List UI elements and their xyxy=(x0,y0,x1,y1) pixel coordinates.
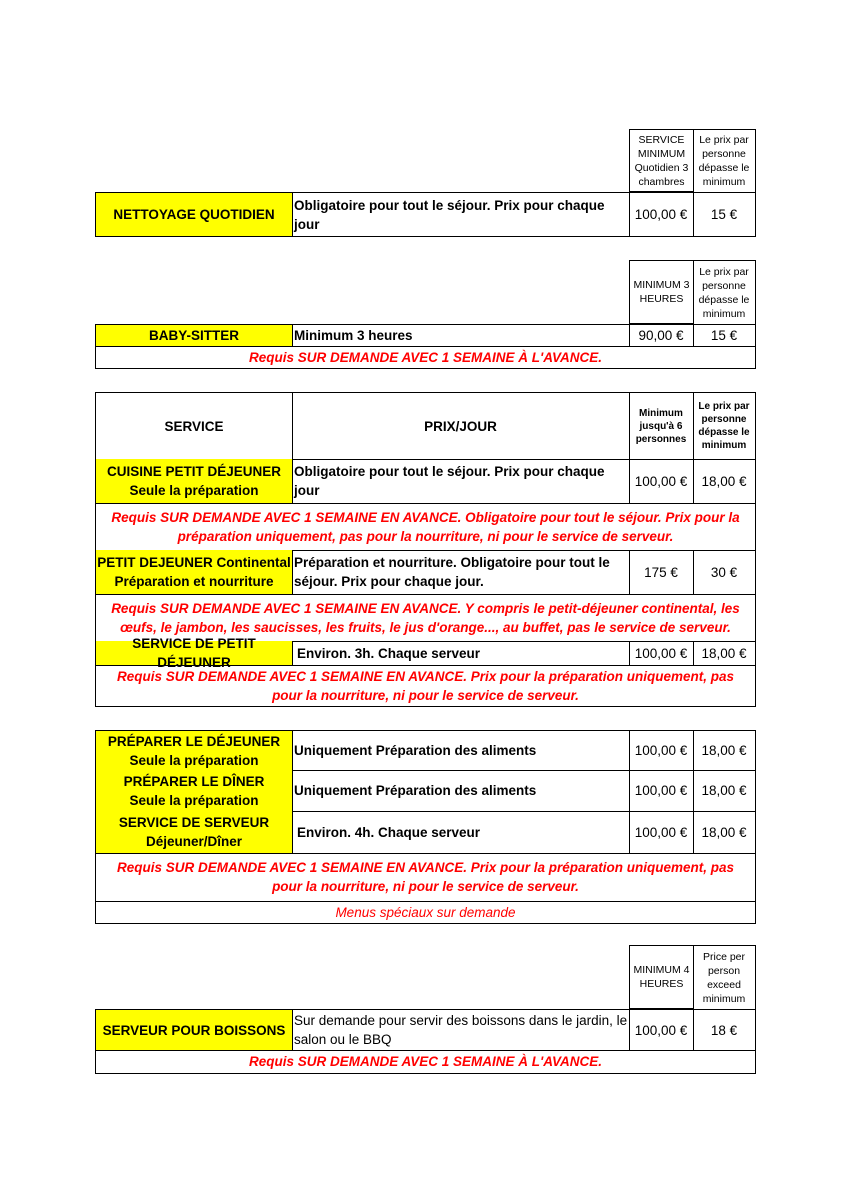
header-extra-text: Le prix par personne dépasse le minimum xyxy=(698,401,750,451)
header-extra-six xyxy=(693,392,756,460)
note-babysitter: Requis SUR DEMANDE AVEC 1 SEMAINE À L'AVANCE. xyxy=(95,346,756,369)
service-name-line1: CUISINE PETIT DÉJEUNER xyxy=(106,464,282,479)
service-name-line2: Déjeuner/Dîner xyxy=(145,834,243,849)
extra-price-breakfast-cooking: 18,00 € xyxy=(693,459,756,504)
service-desc-dinner: Uniquement Préparation des aliments xyxy=(292,770,630,812)
header-extra-text: Price per person exceed minimum xyxy=(702,950,746,1005)
note-continental: Requis SUR DEMANDE AVEC 1 SEMAINE EN AVANCE. Y compris le petit-déjeuner continental, les œufs, le jambon, les saucisses, les fruits, le jus d'orange..., au buffet, pas le service de serveur. xyxy=(95,594,756,642)
extra-price-lunch: 18,00 € xyxy=(693,730,756,771)
service-name-line2: Seule la préparation xyxy=(129,792,259,808)
header-extra-text: Le prix par personne dépasse le minimum xyxy=(698,265,750,320)
service-name-line2: Seule la préparation xyxy=(129,752,259,768)
price-drinks: 100,00 € xyxy=(629,1009,694,1051)
special-menus-note: Menus spéciaux sur demande xyxy=(95,901,756,924)
header-minimum-babysitter xyxy=(629,260,694,324)
header-minimum-cleaning xyxy=(629,129,694,192)
header-extra-text: Le prix par personne dépasse le minimum xyxy=(698,134,750,188)
extra-price-dinner: 18,00 € xyxy=(693,770,756,812)
service-desc-waiter: Environ. 4h. Chaque serveur xyxy=(292,811,630,854)
header-extra-babysitter xyxy=(693,260,756,324)
header-minimum-drinks xyxy=(629,945,694,1009)
header-service: SERVICE xyxy=(95,392,293,460)
service-desc-babysitter: Minimum 3 heures xyxy=(292,324,630,347)
service-name-lunch xyxy=(95,730,293,771)
service-desc-drinks: Sur demande pour servir des boissons dans le jardin, le salon ou le BBQ xyxy=(292,1009,630,1051)
service-name-cleaning: NETTOYAGE QUOTIDIEN xyxy=(95,192,293,237)
service-name-breakfast-service: SERVICE DE PETIT DÉJEUNER xyxy=(95,641,293,666)
extra-price-drinks: 18 € xyxy=(693,1009,756,1051)
extra-price-babysitter: 15 € xyxy=(693,324,756,347)
price-babysitter: 90,00 € xyxy=(629,324,694,347)
price-lunch: 100,00 € xyxy=(629,730,694,771)
service-name-dinner xyxy=(95,770,293,812)
note-drinks: Requis SUR DEMANDE AVEC 1 SEMAINE À L'AVANCE. xyxy=(95,1050,756,1074)
price-dinner: 100,00 € xyxy=(629,770,694,812)
price-cleaning: 100,00 € xyxy=(629,192,694,237)
service-desc-lunch: Uniquement Préparation des aliments xyxy=(292,730,630,771)
price-breakfast-service: 100,00 € xyxy=(629,641,694,666)
header-extra-cleaning xyxy=(693,129,756,192)
service-name-line2: Préparation et nourriture xyxy=(114,574,274,589)
price-continental: 175 € xyxy=(629,550,694,595)
header-minimum-text: Minimum jusqu'à 6 personnes xyxy=(635,407,687,445)
service-desc-continental: Préparation et nourriture. Obligatoire pour tout le séjour. Prix pour chaque jour. xyxy=(292,550,630,595)
header-price-day: PRIX/JOUR xyxy=(292,392,630,460)
header-minimum-text: MINIMUM 4 HEURES xyxy=(633,964,690,990)
price-breakfast-cooking: 100,00 € xyxy=(629,459,694,504)
service-name-line1: SERVICE DE SERVEUR xyxy=(118,815,270,830)
header-minimum-text: MINIMUM 3 HEURES xyxy=(633,279,690,305)
service-desc-breakfast-service: Environ. 3h. Chaque serveur xyxy=(292,641,630,666)
extra-price-continental: 30 € xyxy=(693,550,756,595)
extra-price-breakfast-service: 18,00 € xyxy=(693,641,756,666)
service-name-line1: PETIT DEJEUNER Continental xyxy=(97,555,291,570)
extra-price-cleaning: 15 € xyxy=(693,192,756,237)
header-minimum-text: SERVICE MINIMUM Quotidien 3 chambres xyxy=(634,133,689,188)
service-name-line2: Seule la préparation xyxy=(129,483,259,498)
note-meals: Requis SUR DEMANDE AVEC 1 SEMAINE EN AVANCE. Prix pour la préparation uniquement, pas pour la nourriture, ni pour le service de serveur. xyxy=(95,853,756,902)
extra-price-waiter: 18,00 € xyxy=(693,811,756,854)
note-breakfast-service: Requis SUR DEMANDE AVEC 1 SEMAINE EN AVANCE. Prix pour la préparation uniquement, pas pour la nourriture, ni pour le service de serveur. xyxy=(95,665,756,707)
header-extra-drinks xyxy=(693,945,756,1009)
service-desc-breakfast-cooking: Obligatoire pour tout le séjour. Prix pour chaque jour xyxy=(292,459,630,504)
service-name-continental xyxy=(95,550,293,595)
service-name-breakfast-cooking xyxy=(95,459,293,504)
service-name-babysitter: BABY-SITTER xyxy=(95,324,293,347)
note-breakfast-cooking: Requis SUR DEMANDE AVEC 1 SEMAINE EN AVANCE. Obligatoire pour tout le séjour. Prix pour la préparation uniquement, pas pour la nourriture, ni pour le service de serveur. xyxy=(95,503,756,551)
service-name-waiter xyxy=(95,811,293,854)
service-name-line1: PRÉPARER LE DÎNER xyxy=(123,773,265,789)
header-minimum-six xyxy=(629,392,694,460)
price-waiter: 100,00 € xyxy=(629,811,694,854)
service-name-line1: PRÉPARER LE DÉJEUNER xyxy=(107,733,281,749)
service-name-drinks: SERVEUR POUR BOISSONS xyxy=(95,1009,293,1051)
service-desc-cleaning: Obligatoire pour tout le séjour. Prix pour chaque jour xyxy=(292,192,630,237)
